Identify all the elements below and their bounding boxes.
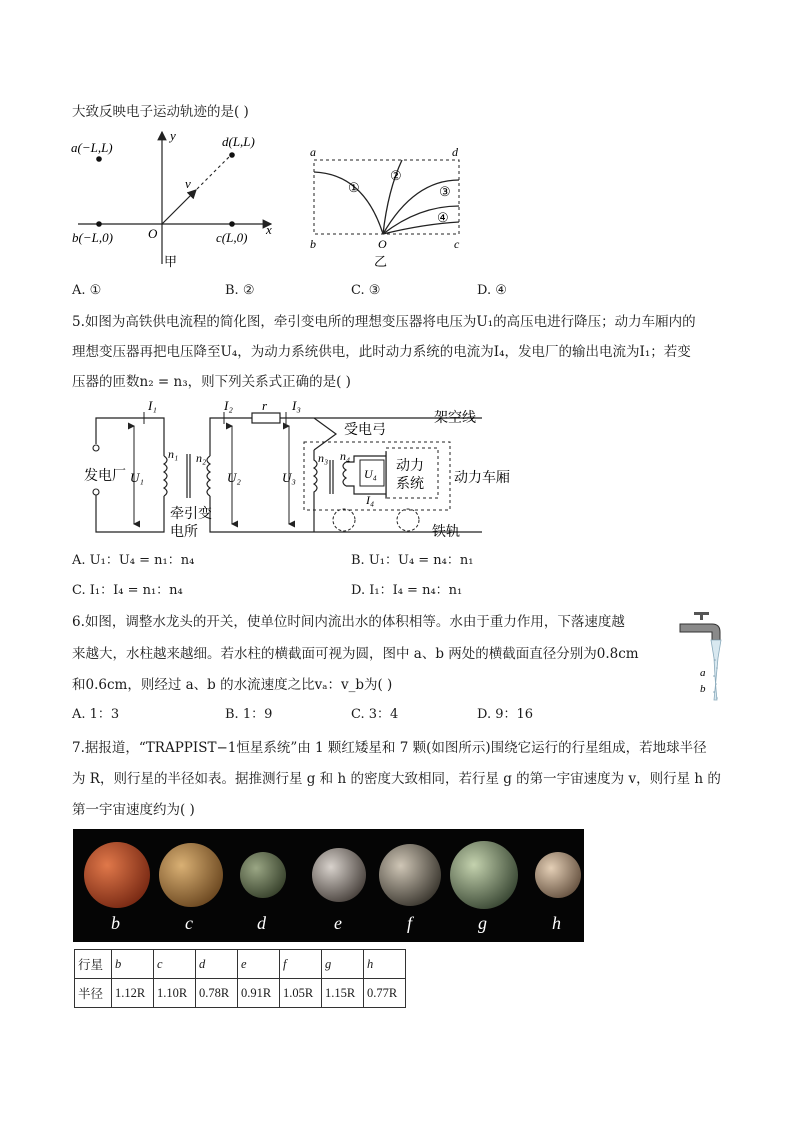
- table-cell: 1.12R: [112, 979, 154, 1008]
- label-substation-1: 牵引变: [170, 507, 212, 522]
- table-cell: c: [154, 950, 196, 979]
- q4-option-c[interactable]: C. ③: [351, 283, 381, 298]
- planet-f: [379, 844, 441, 906]
- dashed-guide: [197, 155, 231, 189]
- velocity-arrow: [162, 190, 196, 224]
- label-origin: O: [148, 226, 158, 241]
- label-I2: I₂: [224, 398, 233, 413]
- planets-image: [73, 829, 584, 942]
- point-d: [229, 152, 235, 158]
- planet-radius-table: [74, 949, 406, 1008]
- planet-label-g: g: [478, 913, 487, 933]
- label-a: a(−L,L): [71, 140, 113, 155]
- planet-g: [450, 841, 518, 909]
- label-b: b(−L,0): [72, 230, 113, 245]
- label-corner-c: c: [454, 237, 460, 251]
- label-car: 动力车厢: [454, 471, 510, 486]
- label-power-1: 动力: [396, 459, 424, 474]
- label-corner-a: a: [310, 145, 316, 159]
- table-header-radius: 半径: [75, 979, 112, 1008]
- label-I4: I₄: [366, 493, 375, 507]
- table-cell: 0.77R: [364, 979, 406, 1008]
- caption-jia: 甲: [164, 254, 178, 269]
- q4-stem-tail: 大致反映电子运动轨迹的是( ): [72, 104, 249, 120]
- q5-option-c[interactable]: C. I₁：I₄ = n₁：n₄: [72, 583, 183, 598]
- q7-stem-line1: 7.据报道，“TRAPPIST−1恒星系统”由 1 颗红矮星和 7 颗(如图所示)围绕它运行的行星组成，若地球半径: [72, 740, 707, 756]
- table-cell: d: [196, 950, 238, 979]
- table-cell: f: [280, 950, 322, 979]
- curve-2-label: ②: [390, 168, 402, 183]
- label-v: v: [185, 176, 191, 191]
- q7-stem-line2: 为 R，则行星的半径如表。据推测行星 g 和 h 的密度大致相同，若行星 g 的第一宇宙速度为 v，则行星 h 的: [72, 771, 721, 787]
- label-U3: U₃: [282, 470, 296, 485]
- label-b-faucet: b: [700, 683, 706, 695]
- q6-option-b[interactable]: B. 1：9: [225, 707, 273, 722]
- point-a: [96, 156, 102, 162]
- label-d: d(L,L): [222, 134, 255, 149]
- label-I3: I₃: [292, 398, 301, 413]
- label-n3: n₃: [318, 451, 329, 465]
- table-cell: b: [112, 950, 154, 979]
- table-cell: 1.10R: [154, 979, 196, 1008]
- point-c: [229, 221, 235, 227]
- label-a-faucet: a: [700, 667, 706, 679]
- q6-option-c[interactable]: C. 3：4: [351, 707, 399, 722]
- label-n2: n₂: [196, 451, 207, 465]
- label-c: c(L,0): [216, 230, 248, 245]
- q4-option-b[interactable]: B. ②: [225, 283, 255, 298]
- label-U4: U₄: [364, 467, 377, 481]
- label-r: r: [262, 398, 268, 413]
- label-power-2: 系统: [396, 477, 424, 492]
- planet-d: [240, 852, 286, 898]
- planet-label-c: c: [185, 913, 193, 933]
- q6-option-a[interactable]: A. 1：3: [72, 707, 120, 722]
- q6-stem-line3: 和0.6cm，则经过 a、b 的水流速度之比vₐ：v_b为( ): [72, 677, 393, 693]
- q4-option-d[interactable]: D. ④: [477, 283, 507, 298]
- planet-label-f: f: [407, 913, 413, 933]
- planet-c: [159, 843, 223, 907]
- q6-stem-line2: 来越大，水柱越来越细。若水柱的横截面可视为圆，图中 a、b 两处的横截面直径分别为0.8cm: [72, 646, 639, 662]
- q7-stem-line3: 第一宇宙速度约为( ): [72, 802, 195, 818]
- q5-stem-line2: 理想变压器再把电压降至U₄，为动力系统供电，此时动力系统的电流为I₄，发电厂的输出电流为I₁；若变: [72, 344, 691, 360]
- label-corner-b: b: [310, 237, 316, 251]
- table-cell: h: [364, 950, 406, 979]
- label-overhead: 架空线: [434, 411, 476, 426]
- label-x: x: [266, 222, 272, 237]
- q5-option-b[interactable]: B. U₁：U₄ = n₄：n₁: [351, 553, 474, 568]
- planet-label-h: h: [552, 913, 561, 933]
- curve-1-label: ①: [348, 180, 360, 195]
- point-b: [96, 221, 102, 227]
- label-I1: I₁: [148, 398, 157, 413]
- table-cell: 0.78R: [196, 979, 238, 1008]
- table-cell: 0.91R: [238, 979, 280, 1008]
- q5-option-a[interactable]: A. U₁：U₄ = n₁：n₄: [72, 553, 195, 568]
- label-rail: 铁轨: [432, 525, 460, 540]
- table-row: [75, 979, 406, 1008]
- curve-3-label: ③: [439, 184, 451, 199]
- label-n4: n₄: [340, 449, 351, 463]
- table-cell: 1.05R: [280, 979, 322, 1008]
- label-substation-2: 电所: [170, 525, 198, 540]
- q6-option-d[interactable]: D. 9：16: [477, 707, 534, 722]
- q5-circuit-diagram: [84, 396, 524, 546]
- curve-4-label: ④: [437, 210, 449, 225]
- q6-stem-line1: 6.如图，调整水龙头的开关，使单位时间内流出水的体积相等。水由于重力作用，下落速度越: [72, 614, 625, 630]
- table-cell: 1.15R: [322, 979, 364, 1008]
- label-pantograph: 受电弓: [344, 423, 386, 438]
- label-origin-yi: O: [378, 237, 387, 251]
- table-cell: e: [238, 950, 280, 979]
- planet-label-b: b: [111, 913, 120, 933]
- q4-option-a[interactable]: A. ①: [72, 283, 102, 298]
- q5-stem-line3: 压器的匝数n₂ = n₃，则下列关系式正确的是( ): [72, 374, 351, 390]
- label-y: y: [170, 128, 176, 143]
- q5-option-d[interactable]: D. I₁：I₄ = n₄：n₁: [351, 583, 463, 598]
- planet-label-d: d: [257, 913, 266, 933]
- label-corner-d: d: [452, 145, 458, 159]
- label-U2: U₂: [227, 470, 241, 485]
- caption-yi: 乙: [374, 254, 388, 269]
- planet-b: [84, 842, 150, 908]
- q4-figure-yi: [304, 140, 474, 272]
- label-n1: n₁: [168, 447, 179, 461]
- planet-label-e: e: [334, 913, 342, 933]
- q6-faucet-figure: [678, 610, 726, 704]
- q4-figure-jia: [66, 126, 286, 272]
- planet-h: [535, 852, 581, 898]
- label-U1: U₁: [130, 470, 144, 485]
- table-cell: g: [322, 950, 364, 979]
- label-plant: 发电厂: [84, 469, 126, 484]
- table-row: [75, 950, 406, 979]
- table-header-planet: 行星: [75, 950, 112, 979]
- planet-e: [312, 848, 366, 902]
- q5-stem-line1: 5.如图为高铁供电流程的简化图，牵引变电所的理想变压器将电压为U₁的高压电进行降压；动力车厢内的: [72, 314, 696, 330]
